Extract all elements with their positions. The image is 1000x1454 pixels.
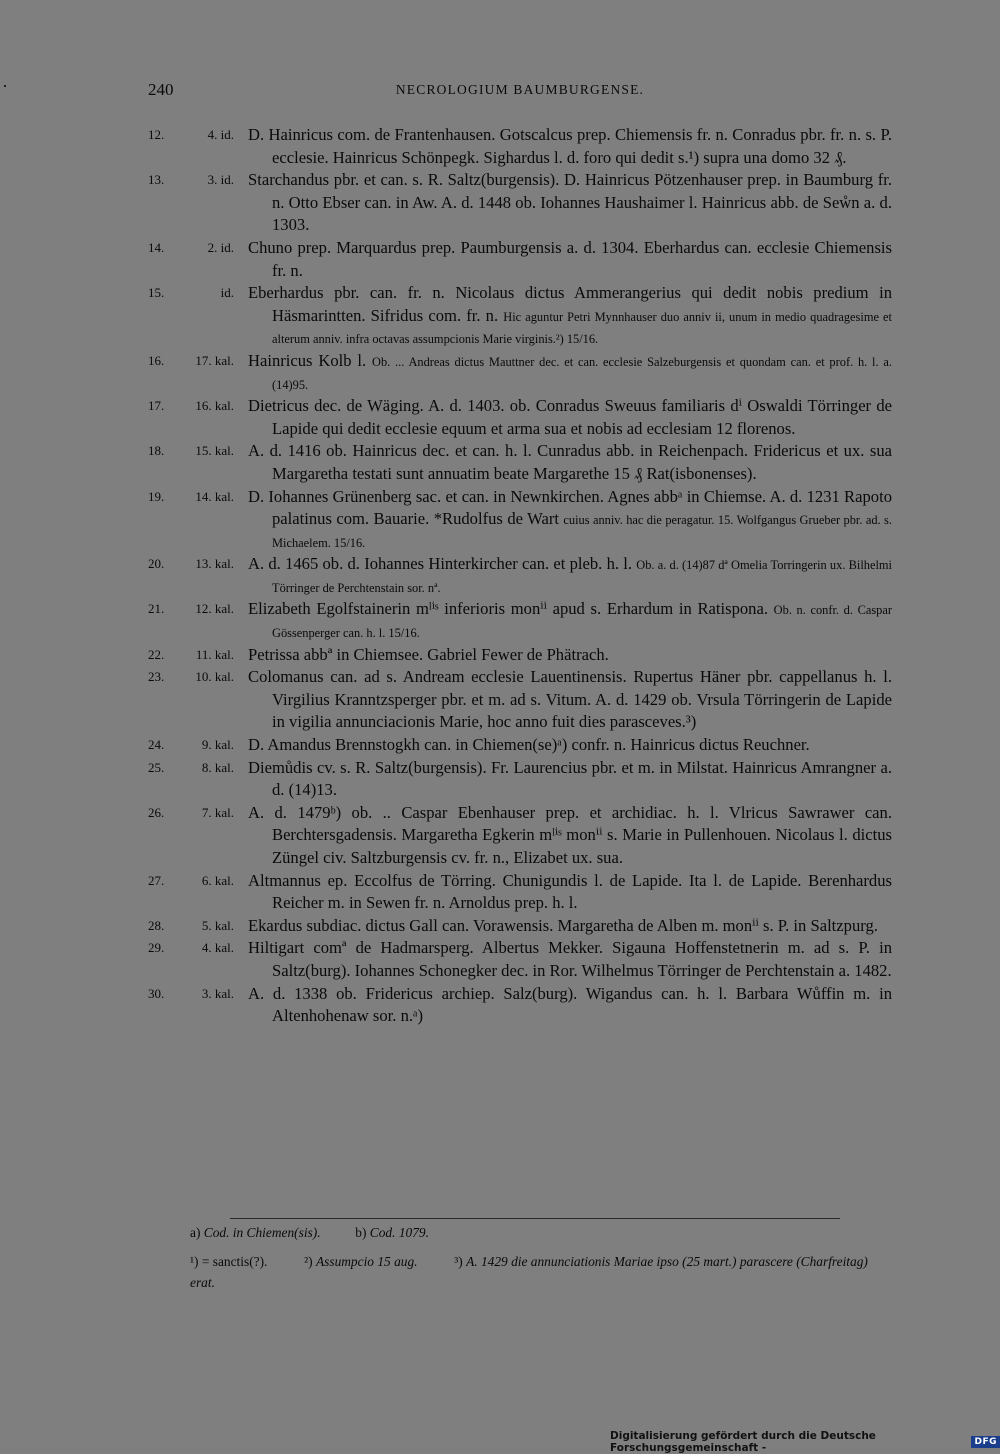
entry-day: 17. kal. bbox=[195, 352, 234, 368]
entry-row bbox=[148, 757, 892, 802]
entry-body bbox=[248, 395, 892, 440]
entry-body bbox=[248, 870, 892, 915]
page-header bbox=[148, 80, 892, 104]
entry-number: 12. bbox=[148, 127, 165, 142]
entry-row bbox=[148, 237, 892, 282]
entry-row bbox=[148, 983, 892, 1028]
entry-row bbox=[148, 666, 892, 734]
entry-row bbox=[148, 802, 892, 870]
dfg-logo-icon: DFG bbox=[971, 1436, 1000, 1448]
entry-number: 22. bbox=[148, 646, 165, 662]
running-title: NECROLOGIUM BAUMBURGENSE. bbox=[395, 82, 645, 97]
entry-number: 28. bbox=[148, 917, 165, 933]
entry-day: 11. kal. bbox=[195, 646, 234, 662]
entry-later-addition: Ob. n. confr. d. Caspar Gössenperger can. h. l. 15/16. bbox=[272, 603, 892, 641]
entry-number: 15. bbox=[148, 285, 165, 301]
footnote-3-label: ³) bbox=[454, 1254, 463, 1269]
entry-row bbox=[148, 440, 892, 485]
footnote-line-numbers bbox=[190, 1251, 892, 1293]
entry-day: 14. kal. bbox=[195, 488, 234, 504]
entry-number: 25. bbox=[148, 759, 165, 775]
entry-row bbox=[148, 124, 892, 169]
entry-number: 14. bbox=[148, 239, 165, 255]
entry-text: D. Hainricus com. de Frantenhausen. Gotscalcus prep. Chiemensis fr. n. Conradus pbr. fr. n. s. P. ecclesie. Hainricus Schönpegk. Sighardus l. d. foro qui dedit s.¹) supra una domo 32 ₰. bbox=[248, 125, 892, 167]
entry-text: D. Iohannes Grünenberg sac. et can. in Newnkirchen. Agnes abbᵃ in Chiemse. A. d. 1231 Rapoto palatinus com. Bauarie. *Rudolfus de Wart bbox=[248, 486, 892, 529]
entry-row bbox=[148, 870, 892, 915]
entry-day: 4. id. bbox=[207, 127, 234, 142]
entry-body bbox=[248, 802, 892, 870]
entry-day: 12. kal. bbox=[195, 601, 234, 617]
entry-text: Hiltigart comª de Hadmarsperg. Albertus Mekker. Sigauna Hoffenstetnerin m. ad s. P. in Saltz(burg). Iohannes Schonegker dec. in Ror. Wilhelmus Törringer de Perchtenstain a. 1482. bbox=[248, 938, 892, 980]
entry-text: Dietricus dec. de Wäging. A. d. 1403. ob. Conradus Sweuus familiaris dⁱ Oswaldi Törringer de Lapide qui dedit ecclesie equum et arma sua et nobis ad ecclesiam 12 florenos. bbox=[248, 396, 892, 438]
entry-body bbox=[248, 237, 892, 282]
entry-text: Starchandus pbr. et can. s. R. Saltz(burgensis). D. Hainricus Pötzenhauser prep. in Baumburg fr. n. Otto Ebser can. in Aw. A. d. 1448 ob. Iohannes Haushaimer l. Hainricus abb. de Seẘn a. d. 1303. bbox=[248, 170, 892, 235]
entry-text: D. Amandus Brennstogkh can. in Chiemen(se)ᵃ) confr. n. Hainricus dictus Reuchner. bbox=[248, 735, 810, 755]
footnote-line-ab bbox=[190, 1222, 892, 1243]
entry-row bbox=[148, 553, 892, 598]
entry-text: Diemůdis cv. s. R. Saltz(burgensis). Fr. Laurencius pbr. et m. in Milstat. Hainricus Amrangner a. d. (14)13. bbox=[248, 757, 892, 800]
entry-day: 15. kal. bbox=[195, 443, 234, 459]
entry-number: 17. bbox=[148, 398, 165, 414]
entry-number: 16. bbox=[148, 352, 165, 368]
entry-later-addition: Ob. a. d. (14)87 dª Omelia Torringerin ux. Bilhelmi Törringer de Perchtenstain sor. nª. bbox=[272, 558, 892, 595]
entry-body bbox=[248, 983, 892, 1028]
entry-number: 29. bbox=[148, 940, 165, 956]
entry-body bbox=[248, 486, 892, 554]
entry-number: 19. bbox=[148, 488, 165, 504]
footnote-b-label: b) bbox=[355, 1225, 367, 1240]
entry-number: 13. bbox=[148, 172, 165, 188]
entry-number: 24. bbox=[148, 737, 165, 753]
footnote-1-text: = sanctis(?). bbox=[201, 1254, 268, 1269]
entry-body bbox=[248, 644, 892, 667]
entry-text: Ekardus subdiac. dictus Gall can. Vorawensis. Margaretha de Alben m. monⁱⁱ s. P. in Saltzpurg. bbox=[248, 915, 878, 935]
entry-day: 13. kal. bbox=[195, 556, 234, 572]
entry-day: 3. id. bbox=[207, 172, 234, 188]
entry-text: A. d. 1479ᵇ) ob. .. Caspar Ebenhauser prep. et archidiac. h. l. Vlricus Sawrawer can. Berchtersgadensis. Margaretha Egkerin mˡⁱˢ monⁱⁱ s. Marie in Pullenhouen. Nicolaus l. dictus Züngel civ. Saltzburgensis cv. fr. n., Elizabet ux. sua. bbox=[248, 802, 892, 867]
footnote-b-text: Cod. 1079. bbox=[369, 1225, 429, 1240]
entry-number: 21. bbox=[148, 601, 165, 617]
entry-day: 8. kal. bbox=[201, 759, 234, 775]
footnote-2-label: ²) bbox=[304, 1254, 313, 1269]
entry-number: 23. bbox=[148, 669, 165, 685]
entry-text: Colomanus can. ad s. Andream ecclesie Lauentinensis. Rupertus Häner pbr. cappellanus h. l. Virgilius Kranntzsperger pbr. et m. ad s. Vitum. A. d. 1429 ob. Vrsula Törringerin de Lapide in vigilia annunciacionis Marie, hoc anno fuit dies parasceves.³) bbox=[248, 667, 892, 732]
entry-row bbox=[148, 915, 892, 938]
entry-number: 27. bbox=[148, 872, 165, 888]
entry-row bbox=[148, 395, 892, 440]
entry-day: id. bbox=[220, 285, 234, 301]
entry-row bbox=[148, 644, 892, 667]
entry-day: 9. kal. bbox=[201, 737, 234, 753]
entry-day: 16. kal. bbox=[195, 398, 234, 414]
entry-body bbox=[248, 666, 892, 734]
entry-text: Eberhardus pbr. can. fr. n. Nicolaus dictus Ammerangerius qui dedit nobis predium in Häsmarintten. Sifridus com. fr. n. bbox=[248, 283, 892, 325]
entry-body bbox=[248, 553, 892, 598]
footnotes bbox=[148, 1222, 892, 1293]
entry-day: 7. kal. bbox=[201, 804, 234, 820]
entry-later-addition: Ob. ... Andreas dictus Mauttner dec. et can. ecclesie Salzeburgensis et quondam can. et prof. h. l. a. (14)95. bbox=[272, 354, 892, 392]
entry-day: 5. kal. bbox=[201, 917, 234, 933]
entry-body bbox=[248, 350, 892, 395]
entry-row bbox=[148, 350, 892, 395]
entry-later-addition: Hic aguntur Petri Mynnhauser duo anniv ii, unum in medio quadragesime et alterum anniv. infra octavas assumpcionis Marie virginis.²) 15/16. bbox=[272, 309, 892, 347]
entry-body bbox=[248, 757, 892, 802]
entry-body bbox=[248, 169, 892, 237]
scan-mark bbox=[4, 85, 6, 87]
entry-number: 26. bbox=[148, 804, 165, 820]
entry-body bbox=[248, 937, 892, 982]
footnote-a-label: a) bbox=[190, 1225, 201, 1240]
footnote-rule bbox=[230, 1218, 840, 1219]
entry-row bbox=[148, 937, 892, 982]
entry-row bbox=[148, 598, 892, 643]
footnote-3-text: A. 1429 die annunciationis Mariae ipso (25 mart.) parascere (Charfreitag) erat. bbox=[190, 1254, 868, 1290]
entry-day: 3. kal. bbox=[201, 985, 234, 1001]
entry-text: Chuno prep. Marquardus prep. Paumburgensis a. d. 1304. Eberhardus can. ecclesie Chiemensis fr. n. bbox=[248, 237, 892, 280]
entry-body bbox=[248, 915, 892, 938]
entry-number: 20. bbox=[148, 556, 165, 572]
entry-body bbox=[248, 282, 892, 350]
entry-day: 2. id. bbox=[207, 239, 234, 255]
entry-text: A. d. 1338 ob. Fridericus archiep. Salz(burg). Wigandus can. h. l. Barbara Wůffin m. in Altenhohenaw sor. n.ᵃ) bbox=[248, 983, 892, 1026]
entry-body bbox=[248, 124, 892, 169]
footnote-1-label: ¹) bbox=[190, 1254, 199, 1269]
entry-number: 18. bbox=[148, 443, 165, 459]
entry-body bbox=[248, 734, 892, 757]
footer-text: Digitalisierung gefördert durch die Deutsche Forschungsgemeinschaft - bbox=[610, 1430, 876, 1454]
entry-later-addition: cuius anniv. hac die peragatur. 15. Wolfgangus Grueber pbr. ad. s. Michaelem. 15/16. bbox=[272, 513, 892, 550]
entry-text: Hainricus Kolb l. bbox=[248, 350, 367, 370]
entry-body bbox=[248, 440, 892, 485]
entry-text: Altmannus ep. Eccolfus de Törring. Chunigundis l. de Lapide. Ita l. de Lapide. Berenhardus Reicher m. in Sewen fr. n. Arnoldus prep. h. l. bbox=[248, 870, 892, 913]
footnote-2-text: Assumpcio 15 aug. bbox=[315, 1254, 418, 1269]
entry-day: 6. kal. bbox=[201, 872, 234, 888]
entry-day: 4. kal. bbox=[201, 940, 234, 956]
entry-row bbox=[148, 169, 892, 237]
entry-day: 10. kal. bbox=[195, 669, 234, 685]
necrology-entries bbox=[148, 124, 892, 1028]
entry-number: 30. bbox=[148, 985, 165, 1001]
entry-row bbox=[148, 734, 892, 757]
page-number: 240 bbox=[148, 80, 174, 99]
entry-text: A. d. 1465 ob. d. Iohannes Hinterkircher can. et pleb. h. l. bbox=[248, 554, 633, 574]
digitization-footer bbox=[610, 1430, 1000, 1454]
entry-body bbox=[248, 598, 892, 643]
footnote-a-text: Cod. in Chiemen(sis). bbox=[203, 1225, 321, 1240]
entry-text: Elizabeth Egolfstainerin mˡⁱˢ inferioris monⁱⁱ apud s. Erhardum in Ratispona. bbox=[248, 599, 768, 619]
entry-row bbox=[148, 282, 892, 350]
entry-text: Petrissa abbª in Chiemsee. Gabriel Fewer de Phätrach. bbox=[248, 644, 609, 664]
entry-row bbox=[148, 486, 892, 554]
entry-text: A. d. 1416 ob. Hainricus dec. et can. h. l. Cunradus abb. in Reichenpach. Fridericus et ux. sua Margaretha testati sunt annuatim beate Margarethe 15 ₰ Rat(isbonenses). bbox=[248, 441, 892, 483]
